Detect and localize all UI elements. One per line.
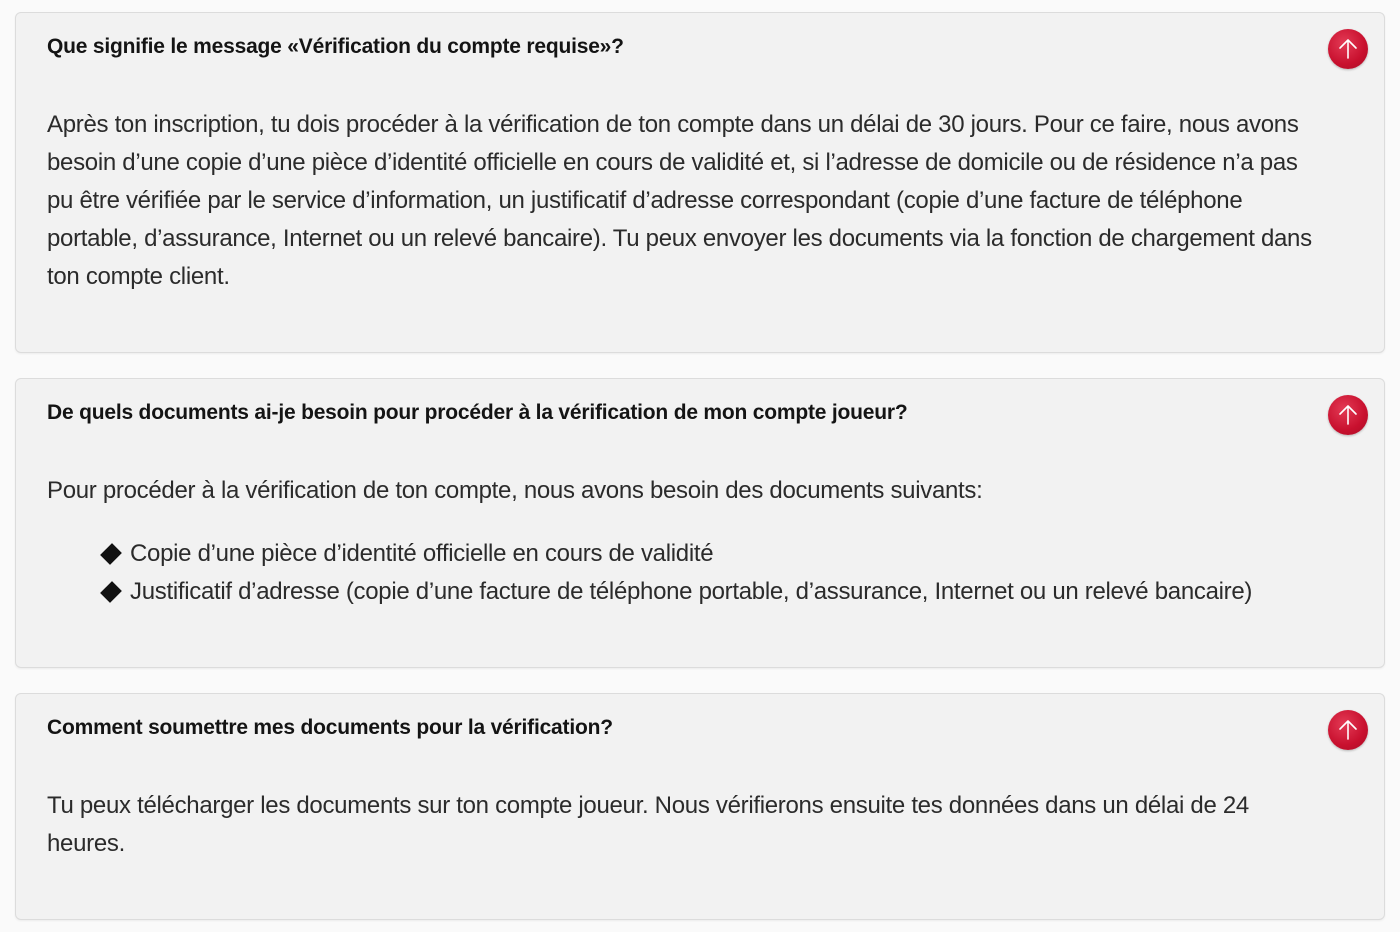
collapse-toggle-button[interactable] [1328, 710, 1368, 750]
arrow-up-icon [1337, 37, 1359, 61]
list-item-text: Copie d’une pièce d’identité officielle en cours de validité [130, 540, 714, 567]
faq-question[interactable]: Que signifie le message «Vérification du compte requise»? [47, 35, 624, 58]
collapse-toggle-button[interactable] [1328, 395, 1368, 435]
faq-answer: Tu peux télécharger les documents sur ton compte joueur. Nous vérifierons ensuite tes données dans un délai de 24 heures. [47, 792, 1249, 857]
faq-question[interactable]: Comment soumettre mes documents pour la vérification? [47, 716, 613, 739]
diamond-bullet-icon [100, 581, 122, 603]
list-item [98, 535, 1252, 573]
faq-answer: Après ton inscription, tu dois procéder à la vérification de ton compte dans un délai de 30 jours. Pour ce faire, nous avons besoin d’une copie d’une pièce d’identité officielle en cours de validité et, si l’adresse de domicile ou de résidence n’a pas pu être vérifiée par le service d’information, un justificatif d’adresse correspondant (copie d’une facture de téléphone portable, d’assurance, Internet ou un relevé bancaire). Tu peux envoyer les documents via la fonction de chargement dans ton compte client. [47, 111, 1312, 290]
list-item-text: Justificatif d’adresse (copie d’une facture de téléphone portable, d’assurance, Internet ou un relevé bancaire) [130, 578, 1253, 605]
arrow-up-icon [1337, 718, 1359, 742]
arrow-up-icon [1337, 403, 1359, 427]
faq-item-required-documents [15, 378, 1385, 668]
list-item [98, 573, 1252, 611]
diamond-bullet-icon [100, 543, 122, 565]
documents-list [98, 535, 1252, 611]
faq-item-account-verification-message [15, 12, 1385, 353]
collapse-toggle-button[interactable] [1328, 29, 1368, 69]
faq-question[interactable]: De quels documents ai-je besoin pour procéder à la vérification de mon compte joueur? [47, 401, 908, 424]
faq-item-submit-documents [15, 693, 1385, 920]
faq-answer: Pour procéder à la vérification de ton compte, nous avons besoin des documents suivants: [47, 477, 983, 504]
